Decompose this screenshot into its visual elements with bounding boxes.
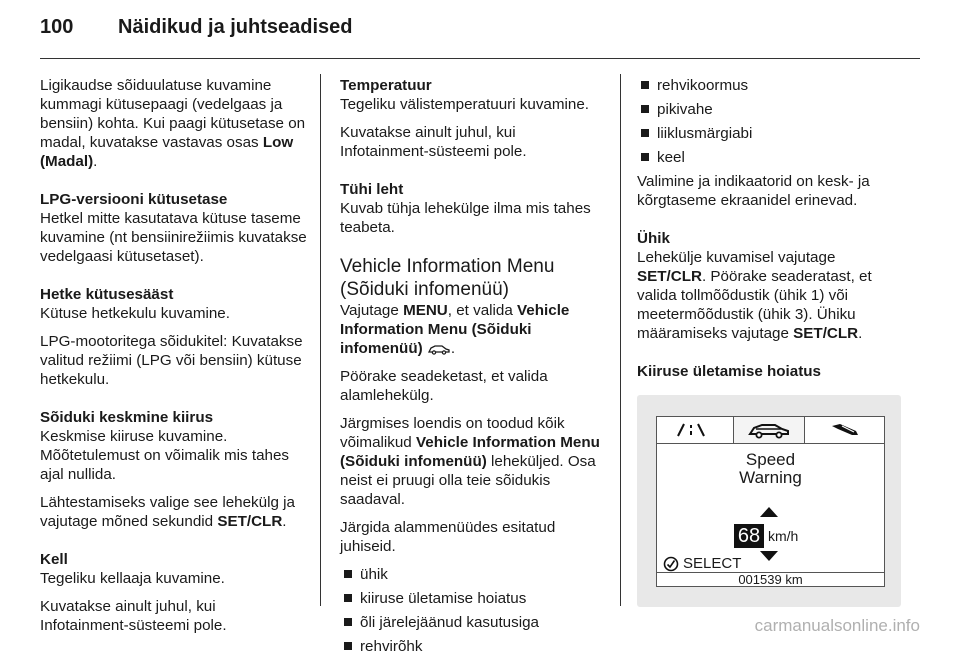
subheading: Tühi leht (340, 181, 404, 198)
road-icon (671, 417, 711, 443)
list-item (637, 124, 905, 143)
paragraph (40, 76, 308, 171)
page-header (40, 16, 353, 39)
text: . Pöörake seaderatast, et valida tollmõõdustik (ühik 1) või meetermõõdustik (ühik 3). Ühiku määramiseks vajutage (637, 268, 872, 342)
column-3 (637, 76, 905, 607)
column-divider-1 (320, 74, 321, 606)
subheading: Kell (40, 551, 68, 568)
display-illustration (637, 395, 901, 607)
text: Järgmises loendis on toodud kõik võimalikud (340, 415, 565, 451)
paragraph (637, 248, 905, 343)
select-text: SELECT (683, 555, 742, 572)
paragraph: Tegeliku välistemperatuuri kuvamine. (340, 96, 590, 113)
header-rule (40, 58, 920, 59)
list-item (637, 148, 905, 167)
paragraph: Tegeliku kellaaja kuvamine. (40, 570, 225, 587)
speed-unit: km/h (768, 528, 799, 544)
bullet-icon (641, 153, 649, 161)
arrow-down-icon (759, 550, 779, 562)
car-icon (733, 417, 805, 443)
paragraph: Kuvab tühja lehekülge ilma mis tahes teabeta. (340, 200, 591, 236)
paragraph (340, 301, 608, 358)
list-item (340, 589, 608, 608)
page-title: Näidikud ja juhtseadised (118, 16, 353, 38)
text: Lähtestamiseks valige see lehekülg ja vajutage mõned sekundid (40, 494, 295, 530)
bullet-icon (344, 618, 352, 626)
bullet-icon (641, 129, 649, 137)
watermark: carmanualsonline.info (754, 616, 920, 635)
bold-text: MENU (403, 302, 448, 319)
paragraph (340, 414, 608, 509)
display-line-1: Speed (745, 450, 796, 469)
subheading: Kiiruse ületamise hoiatus (637, 363, 821, 380)
paragraph: Pöörake seadeketast, et valida alamlehekülg. (340, 368, 548, 404)
list-item (340, 637, 608, 656)
paragraph: Keskmise kiiruse kuvamine. Mõõtetulemust on võimalik mis tahes ajal nullida. (40, 428, 290, 483)
select-label (663, 554, 741, 573)
column-divider-2 (620, 74, 621, 606)
section-heading: Vehicle Information Menu (Sõiduki infomenüü) (340, 256, 555, 300)
paragraph: Hetkel mitte kasutatava kütuse taseme kuvamine (nt bensiinirežiimis kuvatakse vedelgaasi kütusetaset). (40, 210, 307, 265)
subheading: Sõiduki keskmine kiirus (40, 409, 214, 426)
speed-value: 68 (734, 524, 764, 548)
list-item-text: rehvikoormus (657, 77, 749, 94)
list-item-text: õli järelejäänud kasutusiga (360, 614, 539, 631)
bold-text: Vehicle Information Menu (Sõiduki infomenüü) (340, 434, 600, 470)
bold-text: SET/CLR (637, 268, 702, 285)
text: Lehekülje kuvamisel vajutage (637, 249, 836, 266)
paragraph: Kütuse hetkekulu kuvamine. (40, 305, 230, 322)
bullet-icon (641, 81, 649, 89)
subheading: Temperatuur (340, 77, 432, 94)
display-line-2: Warning (739, 468, 802, 487)
text: Vajutage (340, 302, 404, 319)
subheading: Ühik (637, 230, 670, 247)
text: , et valida (447, 302, 518, 319)
list-item (340, 565, 608, 584)
paragraph: LPG-mootoritega sõidukitel: Kuvatakse valitud režiimi (LPG või bensiin) kütuse hetkekulu. (40, 333, 303, 388)
bold-text: SET/CLR (217, 513, 283, 530)
list-item-text: rehvirõhk (360, 638, 423, 655)
paragraph: Järgida alammenüüdes esitatud juhiseid. (340, 519, 556, 555)
subheading: LPG-versiooni kütusetase (40, 191, 228, 208)
list-item (637, 76, 905, 95)
list-item (637, 100, 905, 119)
arrow-up-icon (759, 506, 779, 518)
list-item-text: liiklusmärgiabi (657, 125, 753, 142)
bold-text: SET/CLR (793, 325, 859, 342)
text: leheküljed. Osa neist ei pruugi olla teie sõidukis saadaval. (340, 453, 596, 508)
column-1 (40, 76, 308, 644)
bullet-icon (344, 642, 352, 650)
settings-wrench-icon (823, 417, 867, 443)
text: . (93, 153, 98, 170)
list-item-text: ühik (360, 566, 388, 583)
column-2 (340, 76, 608, 661)
odometer: 001539 km (657, 572, 884, 587)
paragraph: Kuvatakse ainult juhul, kui Infotainment-süsteemi pole. (340, 124, 527, 160)
bullet-icon (641, 105, 649, 113)
paragraph: Kuvatakse ainult juhul, kui Infotainment-süsteemi pole. (40, 598, 227, 634)
paragraph (40, 493, 308, 531)
instrument-display (656, 416, 885, 587)
bold-text: Vehicle Information Menu (Sõiduki infomenüü) (340, 302, 570, 357)
bold-text: Low (Madal) (40, 134, 294, 170)
bullet-icon (344, 594, 352, 602)
paragraph: Valimine ja indikaatorid on kesk- ja kõrgtaseme ekraanidel erinevad. (637, 173, 870, 209)
list-item-text: pikivahe (657, 101, 713, 118)
list-item-text: keel (657, 149, 685, 166)
list-item-text: kiiruse ületamise hoiatus (360, 590, 527, 607)
text: . (858, 325, 863, 342)
display-tabs (657, 417, 884, 444)
text: . (450, 340, 456, 357)
text: . (282, 513, 287, 530)
page-number: 100 (40, 16, 74, 38)
text: Ligikaudse sõiduulatuse kuvamine kummagi kütusepaagi (vedelgaas ja bensiin) kohta. Kui paagi kütusetase on madal, kuvatakse vastavas osas (40, 77, 306, 151)
check-circle-icon (663, 556, 679, 572)
subheading: Hetke kütusesääst (40, 286, 174, 303)
car-icon (427, 343, 451, 355)
bullet-icon (344, 570, 352, 578)
list-item (340, 613, 608, 632)
